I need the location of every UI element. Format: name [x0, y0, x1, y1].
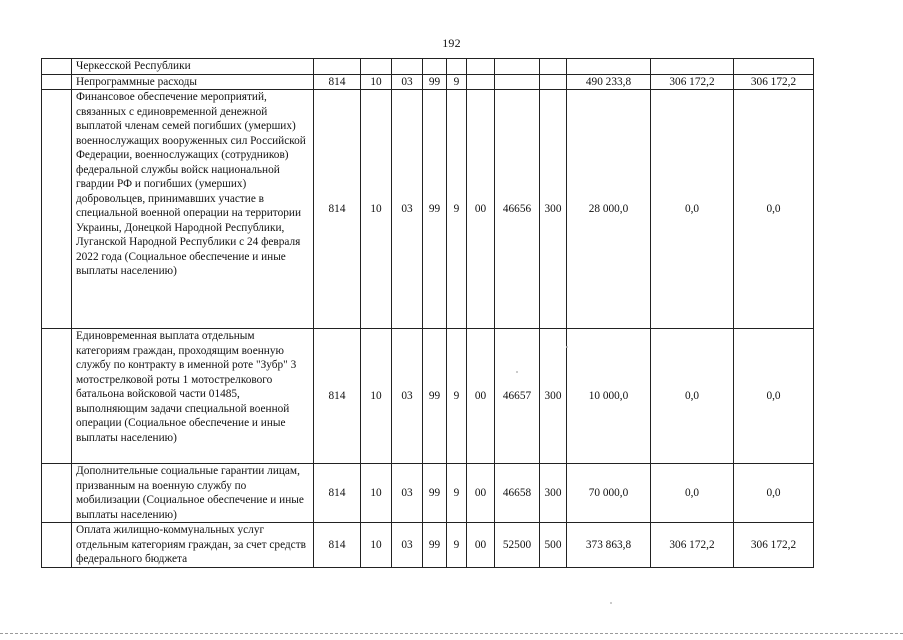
amount-cell-2: 306 172,2 [651, 74, 734, 90]
amount-cell-1: 10 000,0 [567, 329, 651, 464]
amount-cell-1: 70 000,0 [567, 464, 651, 523]
amount-cell-3: 0,0 [734, 329, 814, 464]
event-cell [467, 74, 495, 90]
event-cell: 00 [467, 90, 495, 329]
page-bottom-edge [0, 633, 903, 634]
table-row [42, 523, 814, 568]
subprogram-cell: 9 [447, 329, 467, 464]
subprogram-cell: 9 [447, 90, 467, 329]
subprogram-cell: 9 [447, 74, 467, 90]
subsection-cell: 03 [392, 464, 423, 523]
scan-speck [516, 371, 518, 373]
description-cell: Непрограммные расходы [72, 74, 314, 90]
table-row [42, 90, 814, 329]
expense-type-cell: 500 [540, 523, 567, 568]
section-cell: 10 [361, 329, 392, 464]
direction-cell: 52500 [495, 523, 540, 568]
amount-cell-3: 0,0 [734, 464, 814, 523]
section-cell: 10 [361, 523, 392, 568]
program-cell: 99 [423, 74, 447, 90]
subprogram-cell [447, 59, 467, 75]
index-cell [42, 329, 72, 464]
section-cell: 10 [361, 464, 392, 523]
amount-cell-2: 306 172,2 [651, 523, 734, 568]
direction-cell [495, 74, 540, 90]
program-cell [423, 59, 447, 75]
grbs-cell: 814 [314, 74, 361, 90]
event-cell: 00 [467, 329, 495, 464]
expense-type-cell [540, 59, 567, 75]
direction-cell: 46658 [495, 464, 540, 523]
program-cell: 99 [423, 523, 447, 568]
index-cell [42, 464, 72, 523]
grbs-cell: 814 [314, 464, 361, 523]
expense-type-cell: 300 [540, 329, 567, 464]
description-cell: Оплата жилищно-коммунальных услуг отдельным категориям граждан, за счет средств федерального бюджета [72, 523, 314, 568]
event-cell [467, 59, 495, 75]
amount-cell-2: 0,0 [651, 464, 734, 523]
direction-cell: 46656 [495, 90, 540, 329]
section-cell: 10 [361, 74, 392, 90]
section-cell: 10 [361, 90, 392, 329]
amount-cell-1: 373 863,8 [567, 523, 651, 568]
budget-table [41, 58, 814, 568]
index-cell [42, 74, 72, 90]
event-cell: 00 [467, 523, 495, 568]
grbs-cell: 814 [314, 523, 361, 568]
description-cell: Черкесской Республики [72, 59, 314, 75]
expense-type-cell: 300 [540, 464, 567, 523]
expense-type-cell [540, 74, 567, 90]
description-cell: Финансовое обеспечение мероприятий, связанных с единовременной денежной выплатой членам семей погибших (умерших) военнослужащих вооруженных сил Российской Федерации, военнослужащих (сотрудников) федеральной службы войск национальной гвардии РФ и погибших (умерших) добровольцев, принимавших участие в специальной военной операции на территории Украины, Донецкой Народной Республики, Луганской Народной Республики с 24 февраля 2022 года (Социальное обеспечение и иные выплаты населению) [72, 90, 314, 329]
scan-speck [566, 346, 568, 348]
subsection-cell: 03 [392, 329, 423, 464]
subprogram-cell: 9 [447, 523, 467, 568]
direction-cell: 46657 [495, 329, 540, 464]
amount-cell-2 [651, 59, 734, 75]
subsection-cell: 03 [392, 74, 423, 90]
amount-cell-3: 306 172,2 [734, 74, 814, 90]
direction-cell [495, 59, 540, 75]
amount-cell-2: 0,0 [651, 329, 734, 464]
program-cell: 99 [423, 329, 447, 464]
index-cell [42, 523, 72, 568]
description-cell: Единовременная выплата отдельным категориям граждан, проходящим военную службу по контракту в именной роте "Зубр" 3 мотострелковой роты 1 мотострелкового батальона войсковой части 01485, выполняющим задачи специальной военной операции (Социальное обеспечение и иные выплаты населению) [72, 329, 314, 464]
amount-cell-3: 306 172,2 [734, 523, 814, 568]
grbs-cell: 814 [314, 329, 361, 464]
subprogram-cell: 9 [447, 464, 467, 523]
page-number: 192 [442, 36, 461, 50]
table-row [42, 74, 814, 90]
grbs-cell [314, 59, 361, 75]
index-cell [42, 59, 72, 75]
index-cell [42, 90, 72, 329]
amount-cell-3 [734, 59, 814, 75]
amount-cell-1: 490 233,8 [567, 74, 651, 90]
amount-cell-1 [567, 59, 651, 75]
grbs-cell: 814 [314, 90, 361, 329]
subsection-cell: 03 [392, 523, 423, 568]
amount-cell-3: 0,0 [734, 90, 814, 329]
subsection-cell [392, 59, 423, 75]
table-row [42, 59, 814, 75]
table-row [42, 329, 814, 464]
table-row [42, 464, 814, 523]
amount-cell-1: 28 000,0 [567, 90, 651, 329]
scan-speck [610, 602, 612, 604]
expense-type-cell: 300 [540, 90, 567, 329]
event-cell: 00 [467, 464, 495, 523]
program-cell: 99 [423, 464, 447, 523]
subsection-cell: 03 [392, 90, 423, 329]
description-cell: Дополнительные социальные гарантии лицам, призванным на военную службу по мобилизации (Социальное обеспечение и иные выплаты населению) [72, 464, 314, 523]
section-cell [361, 59, 392, 75]
program-cell: 99 [423, 90, 447, 329]
amount-cell-2: 0,0 [651, 90, 734, 329]
